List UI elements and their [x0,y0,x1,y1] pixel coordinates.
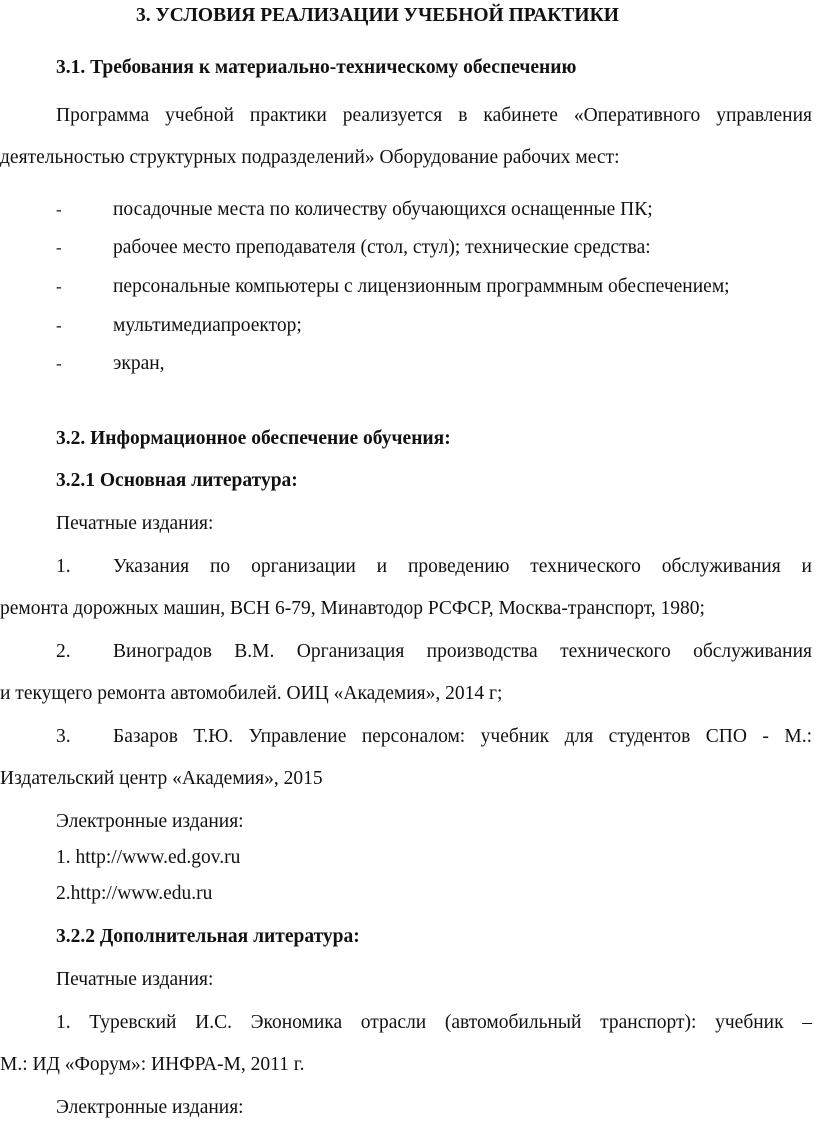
additional-item-line-1: 1. Туревский И.С. Экономика отрасли (автомобильный транспорт): учебник – [56,1012,812,1033]
bullet-dash: - [56,277,62,296]
item-number: 2. [56,641,71,662]
main-literature-heading: 3.2.1 Основная литература: [56,470,298,491]
intro-line-1: Программа учебной практики реализуется в кабинете «Оперативного управления [56,105,812,126]
bullet-dash: - [56,200,62,219]
electronic-link-1[interactable]: 1. http://www.ed.gov.ru [56,847,241,868]
item-line-1: Указания по организации и проведению технического обслуживания и [113,556,812,577]
requirements-heading: 3.1. Требования к материально-техническому обеспечению [56,57,577,78]
list-item [0,640,812,664]
additional-item-line-2: М.: ИД «Форум»: ИНФРА-М, 2011 г. [0,1054,305,1075]
electronic-editions-label: Электронные издания: [56,811,244,832]
list-item-text: мультимедиапроектор; [113,315,302,336]
bullet-dash: - [56,354,62,373]
print-editions-label: Печатные издания: [56,513,214,534]
electronic-link-2[interactable]: 2.http://www.edu.ru [56,883,213,904]
item-line-2: и текущего ремонта автомобилей. ОИЦ «Академия», 2014 г; [0,683,503,704]
additional-literature-heading: 3.2.2 Дополнительная литература: [56,926,360,947]
item-number: 1. [56,556,71,577]
list-item-text: экран, [113,353,165,374]
list-item-text: рабочее место преподавателя (стол, стул); технические средства: [113,237,651,258]
item-number: 3. [56,726,71,747]
intro-line-2: деятельностью структурных подразделений» Оборудование рабочих мест: [0,147,620,168]
list-item-text: персональные компьютеры с лицензионным программным обеспечением; [113,276,730,297]
electronic-editions-label-2: Электронные издания: [56,1097,244,1118]
list-item [0,555,812,579]
section-title: 3. УСЛОВИЯ РЕАЛИЗАЦИИ УЧЕБНОЙ ПРАКТИКИ [136,5,619,26]
item-line-1: Виноградов В.М. Организация производства технического обслуживания [113,641,812,662]
info-support-heading: 3.2. Информационное обеспечение обучения: [56,428,451,449]
item-line-1: Базаров Т.Ю. Управление персоналом: учебник для студентов СПО - М.: [113,726,812,747]
print-editions-label-2: Печатные издания: [56,969,214,990]
bullet-dash: - [56,316,62,335]
item-line-2: Издательский центр «Академия», 2015 [0,768,323,789]
list-item [0,725,812,749]
bullet-dash: - [56,238,62,257]
item-line-2: ремонта дорожных машин, ВСН 6-79, Минавтодор РСФСР, Москва-транспорт, 1980; [0,598,705,619]
list-item-text: посадочные места по количеству обучающихся оснащенные ПК; [113,199,653,220]
